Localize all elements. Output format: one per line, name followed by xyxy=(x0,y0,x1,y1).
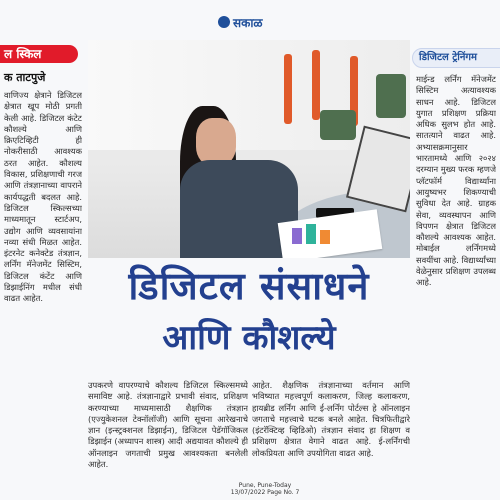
photo-pillar xyxy=(284,54,292,124)
headline-line-1: डिजिटल संसाधने xyxy=(128,264,370,308)
footer-line-1: Pune, Pune-Today xyxy=(238,482,292,489)
footer-line-2: 13/07/2022 Page No. 7 xyxy=(230,489,300,496)
left-author: क ताटपुजे xyxy=(4,71,46,84)
headline-line-2: आणि कौशल्ये xyxy=(162,318,336,358)
masthead xyxy=(218,12,280,32)
right-column xyxy=(412,40,500,500)
photo-pillar xyxy=(312,50,320,120)
page-footer xyxy=(220,482,310,496)
bottom-left-block xyxy=(88,380,248,492)
bottom-right-block xyxy=(252,340,410,492)
masthead-title: सकाळ xyxy=(233,15,263,30)
photo-plant xyxy=(320,110,356,140)
left-column xyxy=(0,40,84,500)
photo-paper-chart-bar xyxy=(320,230,330,244)
left-article-text: वाणिज्य क्षेत्राने डिजिटल क्षेत्रात खूप मोठी प्रगती केली आहे. डिजिटल कंटेट कौशल्ये आणि क्रिएटिव्हिटी ही नोकरीसाठी आवश्यक ठरत आहेत. कौशल्य विकास, प्रशिक्षणाची गरज आणि तंत्रज्ञानाच्या वापराने कार्यपद्धती बदलत आहे. डिजिटल स्किल्सच्या माध्यमातून स्टार्टअप, उद्योग आणि व्यवसायांना नव्या संधी मिळत आहेत. इंटरनेट कनेक्टेड तंत्रज्ञान, लर्निंग मॅनेजमेंट सिस्टिम, डिजिटल कंटेंट आणि डिझाईनिंग मधील संधी वाढत आहेत. xyxy=(4,90,82,304)
masthead-logo-icon xyxy=(218,16,230,28)
hero-photo xyxy=(88,40,410,258)
left-heading: ल स्किल xyxy=(0,45,78,63)
right-article-text: माईन्ड लर्निंग मॅनेजमेंट सिस्टिम अत्यावश्यक साधन आहे. डिजिटल युगात प्रशिक्षण प्रक्रिया अधिक सुलभ होत आहे. सातत्याने वाढत आहे. अभ्यासक्रमानुसार भारतामध्ये आणि २०२४ दरम्यान मुख्य फरक म्हणजे प्लॅटफॉर्म विद्यार्थ्यांना आयुष्यभर शिकण्याची सुविधा देत आहे. ग्राहक सेवा, व्यवस्थापन आणि विपणन क्षेत्रात डिजिटल कौशल्ये आवश्यक आहेत. मोबाईल लर्निंगमध्ये सवयींचा आहे. विद्यार्थ्यांच्या वेळेनुसार प्रशिक्षण उपलब्ध आहे. xyxy=(416,74,496,288)
photo-paper-chart-bar xyxy=(292,228,302,244)
bottom-left-text: उपकरणे वापरण्याचे कौशल्य डिजिटल स्किल्समध्ये समाविष्ट आहे. तंत्रज्ञानाद्वारे प्रभावी संवाद, प्रशिक्षण करण्याच्या माध्यमासाठी शैक्षणिक तंत्रज्ञान (एज्युकेशनल टेक्नॉलॉजी) आणि सूचना आरेखनाचे ज्ञान (इन्स्ट्रक्शनल डिझाईन), डिजिटल पेडॅगॉजिकल डिझाईन (अध्यापन शास्त्र) आदी अद्ययावत कौशल्ये ही ऑनलाइन जगताची प्रमुख आवश्यकता बनलेली आहेत. xyxy=(88,380,248,470)
photo-woman-face xyxy=(196,118,236,166)
photo-plant xyxy=(376,74,406,118)
photo-paper-chart-bar xyxy=(306,224,316,244)
bottom-right-text: आहेत. शैक्षणिक तंत्रज्ञानाच्या वर्तमान आणि भविष्यात महत्त्वपूर्ण कलाकरण, जिल्ह कलाकरण, हायब्रीड लर्निंग आणि ई-लर्निंग पोर्टल्स हे ऑनलाइन जगताचे महत्त्वाचे घटक बनले आहेत. चित्रफितीद्वारे (इंटरॅक्टिव्ह व्हिडिओ) तंत्रज्ञान संवाद हा शिक्षण व प्रशिक्षण क्षेत्रात वेगाने वाढत आहे. ई-लर्निंगची लोकप्रियता आणि उपयोगिता वाढत आहे. xyxy=(252,380,410,458)
right-heading: डिजिटल ट्रेनिंगम xyxy=(412,48,500,68)
